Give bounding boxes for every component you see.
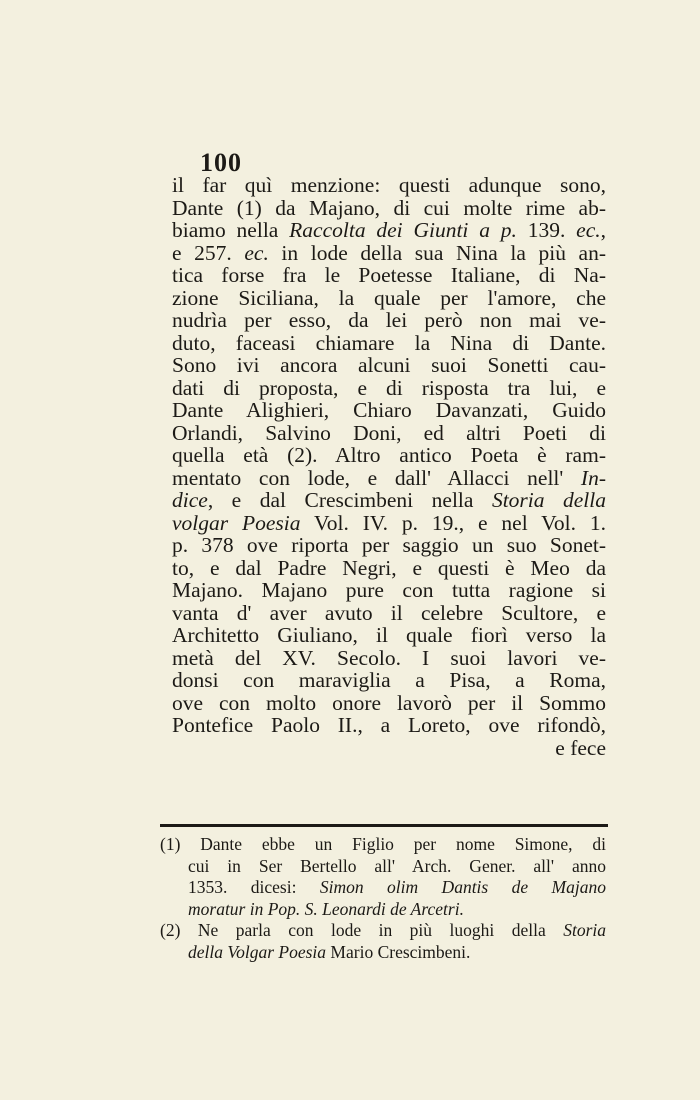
body-line [172,624,606,647]
body-text-run: tica forse fra le Poetesse Italiane, di Na- [172,263,606,287]
body-line [172,287,606,310]
body-text-run: ove con molto onore lavorò per il Sommo [172,690,606,715]
body-line [172,354,606,377]
footnote-line [160,942,606,964]
footnote-text-run: Simon olim Dantis de Majano [319,877,606,897]
body-text-run: Vol. IV. p. 19., e nel Vol. 1. [300,510,607,535]
body-text-run: duto, faceasi chiamare la Nina di Dante. [172,330,606,355]
body-text-run: metà del XV. Secolo. I suoi lavori ve- [172,645,606,670]
body-line [172,309,606,332]
body-line [172,264,606,287]
body-line [172,512,606,535]
footnote-line [160,834,606,856]
footnote-text-run: 1353. dicesi: [188,877,320,897]
body-text-run: dice [172,488,208,512]
body-text-run: ec. [576,218,601,242]
body-text-run: 139. [516,218,577,242]
footnote-text-run: Mario Crescimbeni. [326,941,471,962]
body-line [172,197,606,220]
body-text-run: p. 378 ove riporta per saggio un suo Sonet- [172,533,606,557]
body-line [172,242,606,265]
footnote-line [160,920,606,942]
body-text-run: ec. [244,240,269,265]
footnote-line [160,877,606,899]
body-line [172,737,606,760]
body-text-run: zione Siciliana, la quale per l'amore, che [172,285,606,310]
body-text-run: Dante Alighieri, Chiaro Davanzati, Guido [172,398,606,422]
body-text-run: dati di proposta, e di risposta tra lui, e [172,375,606,400]
footnote-text-run: Storia [563,920,606,940]
body-text-run: Majano. Majano pure con tutta ragione si [172,578,606,602]
body-line [172,714,606,737]
footnotes [160,834,606,963]
body-line [172,534,606,557]
body-text-run: donsi con maraviglia a Pisa, a Roma, [172,668,606,692]
body-text-run: nudrìa per esso, da lei però non mai ve- [172,308,606,332]
body-text-run: , e dal Crescimbeni nella [207,488,492,512]
footnote-line [160,899,606,921]
body-text-run: In- [580,465,606,490]
footnote-line [160,856,606,878]
body-text-run: Dante (1) da Majano, di cui molte rime ab- [172,195,606,220]
body-text-run: Storia della [491,488,606,512]
page-number: 100 [200,148,242,177]
body-line [172,557,606,580]
body-text-run: vanta d' aver avuto il celebre Scultore, e [172,600,606,625]
footnote-text-run: cui in Ser Bertello all' Arch. Gener. all' anno [188,855,606,876]
footnote-text-run: (2) Ne parla con lode in più luoghi della [160,920,564,940]
body-text-run: , [600,218,606,242]
body-text-run: Raccolta dei Giunti a p. [289,218,517,242]
footnote-text-run: moratur in Pop. S. Leonardi de Arcetri. [188,898,464,919]
body-text-run: to, e dal Padre Negri, e questi è Meo da [172,555,606,580]
body-line [172,467,606,490]
body-text-run: volgar Poesia [172,510,301,535]
main-text [172,174,606,759]
body-text-run: quella età (2). Altro antico Poeta è ram- [172,443,606,467]
body-text-run: il far quì menzione: questi adunque sono, [172,173,606,197]
body-line [172,174,606,197]
body-text-run: Sono ivi ancora alcuni suoi Sonetti cau- [172,353,606,377]
body-line [172,422,606,445]
body-line [172,489,606,512]
body-line [172,647,606,670]
body-line [172,579,606,602]
footnote-text-run: (1) Dante ebbe un Figlio per nome Simone, di [160,834,606,854]
body-line [172,444,606,467]
body-line [172,602,606,625]
body-text-run: biamo nella [172,218,290,242]
body-line [172,399,606,422]
body-text-run: Pontefice Paolo II., a Loreto, ove rifondò, [172,713,606,737]
body-line [172,692,606,715]
body-text-run: in lode della sua Nina la più an- [268,240,606,265]
footnote-rule [160,824,608,827]
body-text-run: Orlandi, Salvino Doni, ed altri Poeti di [172,420,606,445]
body-text-run: mentato con lode, e dall' Allacci nell' [172,465,581,490]
body-text-run: Architetto Giuliano, il quale fiorì verso la [172,623,606,647]
body-text-run: e 257. [172,240,245,265]
body-line [172,669,606,692]
body-line [172,332,606,355]
body-line [172,377,606,400]
body-text-run: e fece [555,735,606,760]
body-line [172,219,606,242]
footnote-text-run: della Volgar Poesia [188,941,327,962]
